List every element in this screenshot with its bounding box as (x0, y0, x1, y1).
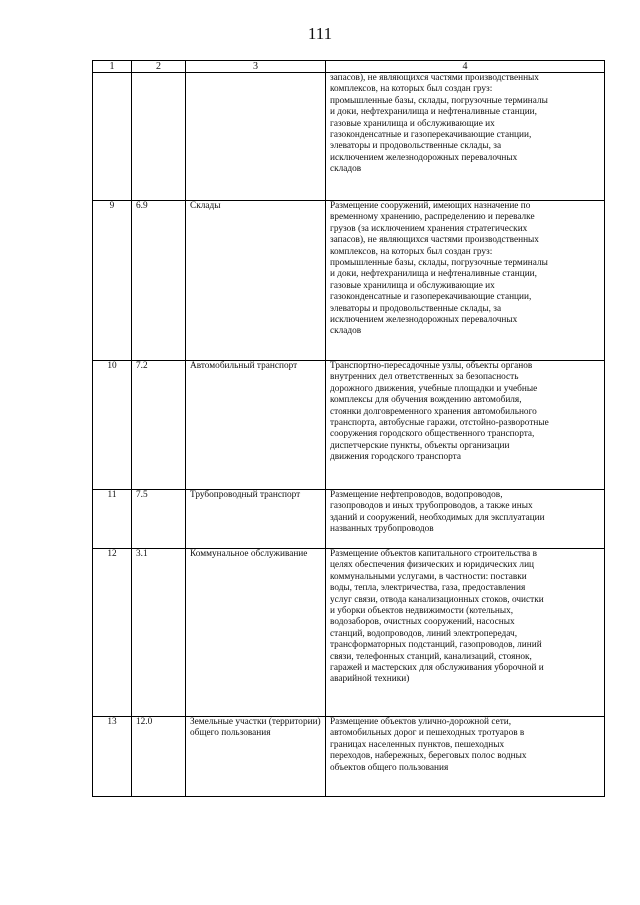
description-line: воды, тепла, электричества, газа, предоставления (330, 583, 526, 594)
land-use-description (326, 361, 605, 490)
table-row (93, 361, 605, 490)
description-line: коммунальными услугами, в частности: поставки (330, 571, 527, 582)
column-header: 3 (186, 61, 326, 73)
row-number: 13 (93, 717, 132, 797)
description-line: Транспортно-пересадочные узлы, объекты органов (330, 361, 533, 371)
land-use-description (326, 201, 605, 361)
description-line: комплексов, на которых был создан груз: (330, 246, 493, 257)
row-number: 12 (93, 549, 132, 717)
description-line: внутренних дел ответственных за безопасность (330, 372, 519, 383)
description-line: Размещение объектов улично-дорожной сети, (330, 717, 512, 727)
table-row (93, 73, 605, 201)
land-use-name: Автомобильный транспорт (186, 361, 326, 490)
description-line: промышленные базы, склады, погрузочные терминалы (330, 95, 548, 106)
land-use-code (132, 73, 186, 201)
table-row (93, 490, 605, 549)
description-line: связи, телефонных станций, канализаций, стоянок, (330, 651, 532, 662)
description-line: названных трубопроводов (330, 524, 434, 535)
description-line: газовые хранилища и обслуживающие их (330, 118, 495, 129)
row-number: 11 (93, 490, 132, 549)
table-row (93, 717, 605, 797)
land-use-name: Земельные участки (территории) общего пользования (186, 717, 326, 797)
description-line: гаражей и мастерских для обслуживания уборочной и (330, 663, 544, 674)
description-line: газоконденсатные и газоперекачивающие станции, (330, 130, 532, 141)
description-line: стоянки долговременного хранения автомобильного (330, 406, 537, 417)
land-use-table (92, 60, 605, 797)
description-line: складов (330, 164, 362, 175)
description-line: Размещение сооружений, имеющих назначение по (330, 201, 531, 211)
land-use-name (186, 73, 326, 201)
description-line: и уборки объектов недвижимости (котельных, (330, 606, 514, 617)
description-line: комплексы для обучения вождению автомобиля, (330, 395, 522, 406)
description-line: элеваторы и продовольственные склады, за (330, 141, 502, 152)
description-line: объектов общего пользования (330, 762, 449, 773)
land-use-name: Трубопроводный транспорт (186, 490, 326, 549)
column-header: 2 (132, 61, 186, 73)
description-line: зданий и сооружений, необходимых для эксплуатации (330, 512, 545, 523)
description-line: станций, водопроводов, линий электропередач, (330, 628, 518, 639)
column-number-row (93, 61, 605, 73)
land-use-name: Склады (186, 201, 326, 361)
page-number: 111 (307, 24, 333, 43)
land-use-description (326, 549, 605, 717)
row-number (93, 73, 132, 201)
description-line: запасов), не являющихся частями производственных (330, 73, 539, 83)
column-header: 1 (93, 61, 132, 73)
description-line: и доки, нефтехранилища и нефтеналивные станции, (330, 269, 537, 280)
description-line: транспорта, автобусные гаражи, отстойно-разворотные (330, 418, 549, 429)
land-use-name: Коммунальное обслуживание (186, 549, 326, 717)
description-line: запасов), не являющихся частями производственных (330, 235, 539, 246)
description-line: сооружения городского общественного транспорта, (330, 429, 535, 440)
description-line: комплексов, на которых был создан груз: (330, 84, 493, 95)
description-line: аварийной техники) (330, 674, 410, 685)
description-line: газовые хранилища и обслуживающие их (330, 280, 495, 291)
description-line: исключением железнодорожных перевалочных (330, 315, 518, 326)
description-line: временному хранению, распределению и перевалке (330, 212, 535, 223)
description-line: автомобильных дорог и пешеходных тротуаров в (330, 728, 525, 739)
description-line: элеваторы и продовольственные склады, за (330, 303, 502, 314)
table-row (93, 549, 605, 717)
land-use-code: 12.0 (132, 717, 186, 797)
land-use-code: 7.5 (132, 490, 186, 549)
land-use-code: 6.9 (132, 201, 186, 361)
description-line: водозаборов, очистных сооружений, насосных (330, 617, 515, 628)
land-use-code: 7.2 (132, 361, 186, 490)
land-use-code: 3.1 (132, 549, 186, 717)
table-row (93, 201, 605, 361)
description-line: складов (330, 326, 362, 337)
row-number: 10 (93, 361, 132, 490)
description-line: исключением железнодорожных перевалочных (330, 152, 518, 163)
description-line: промышленные базы, склады, погрузочные терминалы (330, 258, 548, 269)
land-use-description (326, 490, 605, 549)
land-use-description (326, 73, 605, 201)
description-line: движения городского транспорта (330, 452, 461, 463)
description-line: грузов (за исключением хранения стратегических (330, 223, 528, 234)
column-header: 4 (326, 61, 605, 73)
description-line: переходов, набережных, береговых полос водных (330, 751, 527, 762)
description-line: трансформаторных подстанций, газопроводов, линий (330, 640, 542, 651)
description-line: диспетчерские пункты, объекты организации (330, 440, 510, 451)
land-use-description (326, 717, 605, 797)
description-line: услуг связи, отвода канализационных стоков, очистки (330, 594, 544, 605)
description-line: газопроводов и иных трубопроводов, а также иных (330, 501, 533, 512)
row-number: 9 (93, 201, 132, 361)
description-line: Размещение нефтепроводов, водопроводов, (330, 490, 503, 500)
description-line: целях обеспечения физических и юридических лиц (330, 560, 535, 571)
description-line: дорожного движения, учебные площадки и учебные (330, 383, 538, 394)
description-line: газоконденсатные и газоперекачивающие станции, (330, 292, 532, 303)
description-line: Размещение объектов капитального строительства в (330, 549, 538, 559)
description-line: границах населенных пунктов, пешеходных (330, 739, 505, 750)
description-line: и доки, нефтехранилища и нефтеналивные станции, (330, 107, 537, 118)
